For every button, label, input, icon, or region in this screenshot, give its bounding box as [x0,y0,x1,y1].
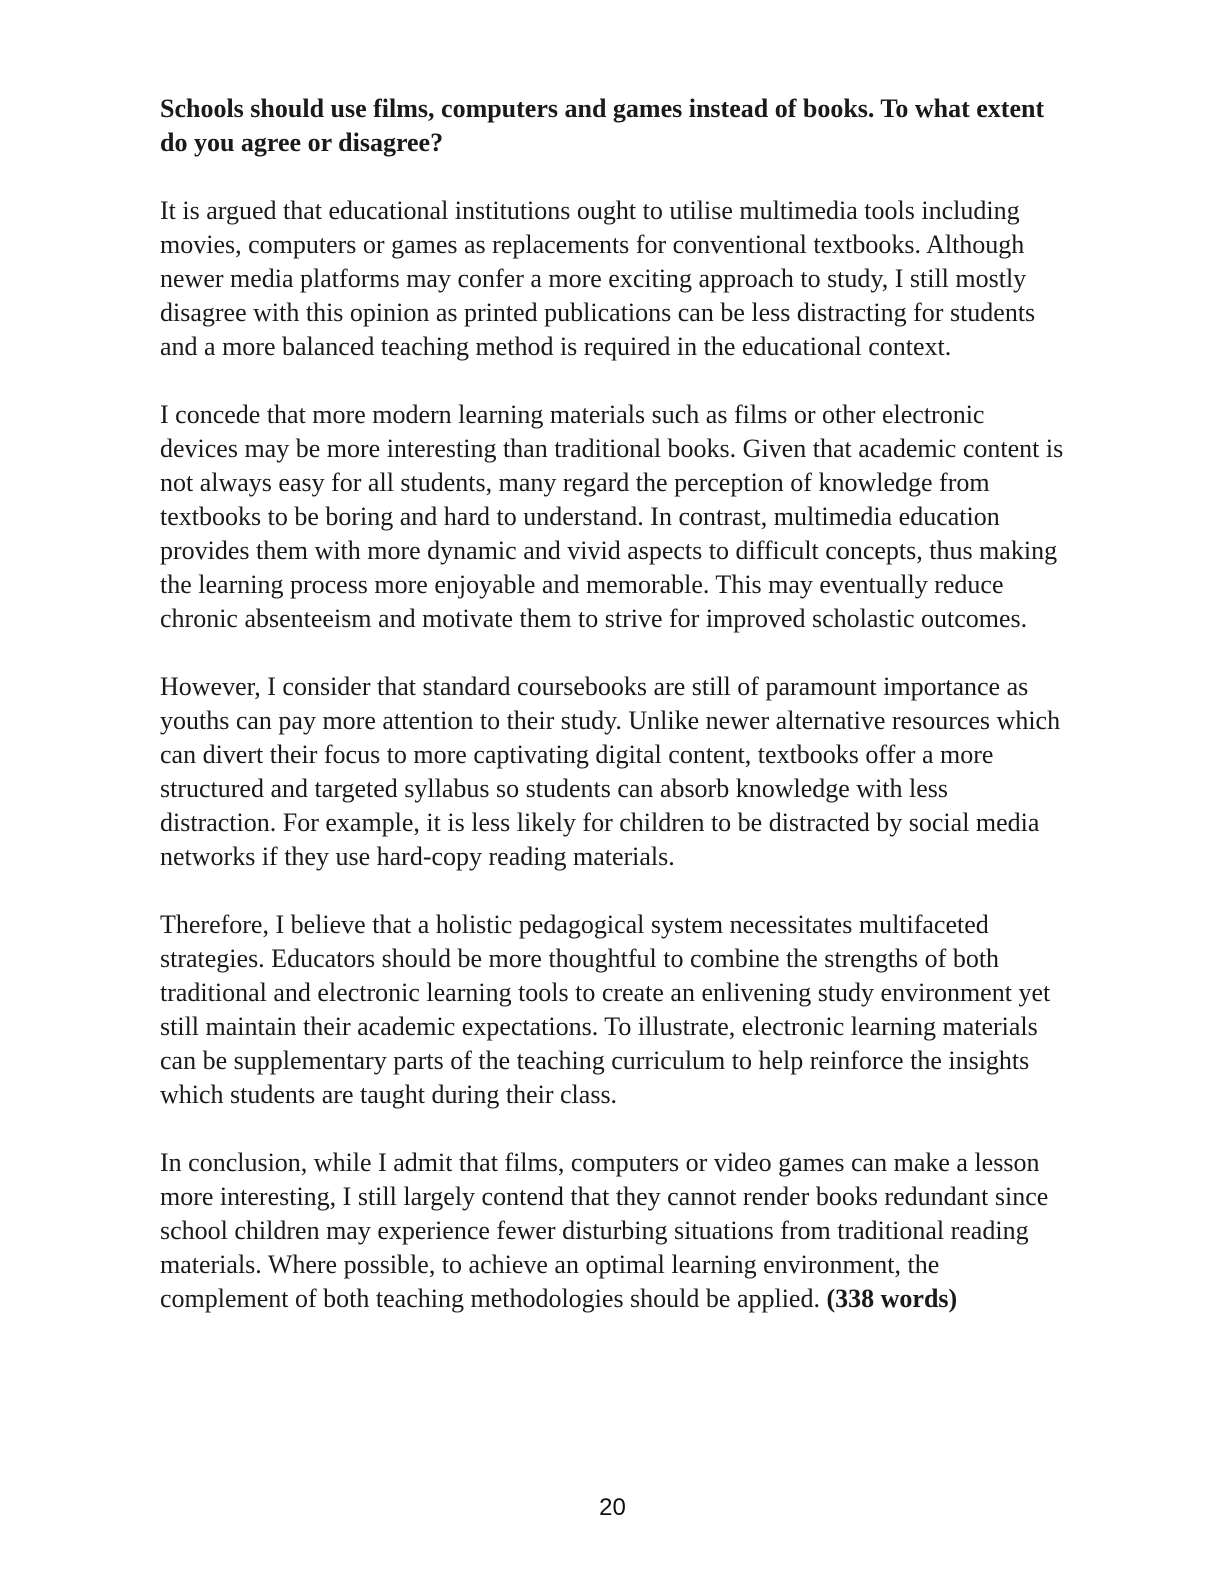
paragraph-concession: I concede that more modern learning materials such as films or other electronic devices may be more interesting than traditional books. Given that academic content is not always easy for all students, many regard the perception of knowledge from textbooks to be boring and hard to understand. In contrast, multimedia education provides them with more dynamic and vivid aspects to difficult concepts, thus making the learning process more enjoyable and memorable. This may eventually reduce chronic absenteeism and motivate them to strive for improved scholastic outcomes. [160,400,1064,633]
page-number: 20 [599,1494,626,1521]
essay-body [160,92,1065,1350]
paragraph-conclusion [160,1146,1065,1316]
word-count: (338 words) [826,1284,958,1313]
paragraph-counterargument: However, I consider that standard coursebooks are still of paramount importance as youths can pay more attention to their study. Unlike newer alternative resources which can divert their focus to more captivating digital content, textbooks offer a more structured and targeted syllabus so students can absorb knowledge with less distraction. For example, it is less likely for children to be distracted by social media networks if they use hard-copy reading materials. [160,672,1061,871]
paragraph-balanced-view: Therefore, I believe that a holistic pedagogical system necessitates multifaceted strategies. Educators should be more thoughtful to combine the strengths of both traditional and electronic learning tools to create an enlivening study environment yet still maintain their academic expectations. To illustrate, electronic learning materials can be supplementary parts of the teaching curriculum to help reinforce the insights which students are taught during their class. [160,910,1051,1109]
conclusion-text: In conclusion, while I admit that films, computers or video games can make a lesson more interesting, I still largely contend that they cannot render books redundant since school children may experience fewer disturbing situations from traditional reading materials. Where possible, to achieve an optimal learning environment, the complement of both teaching methodologies should be applied. [160,1148,1049,1313]
paragraph-introduction: It is argued that educational institutions ought to utilise multimedia tools including movies, computers or games as replacements for conventional textbooks. Although newer media platforms may confer a more exciting approach to study, I still mostly disagree with this opinion as printed publications can be less distracting for students and a more balanced teaching method is required in the educational context. [160,196,1036,361]
essay-prompt: Schools should use films, computers and games instead of books. To what extent do you agree or disagree? [160,94,1045,157]
